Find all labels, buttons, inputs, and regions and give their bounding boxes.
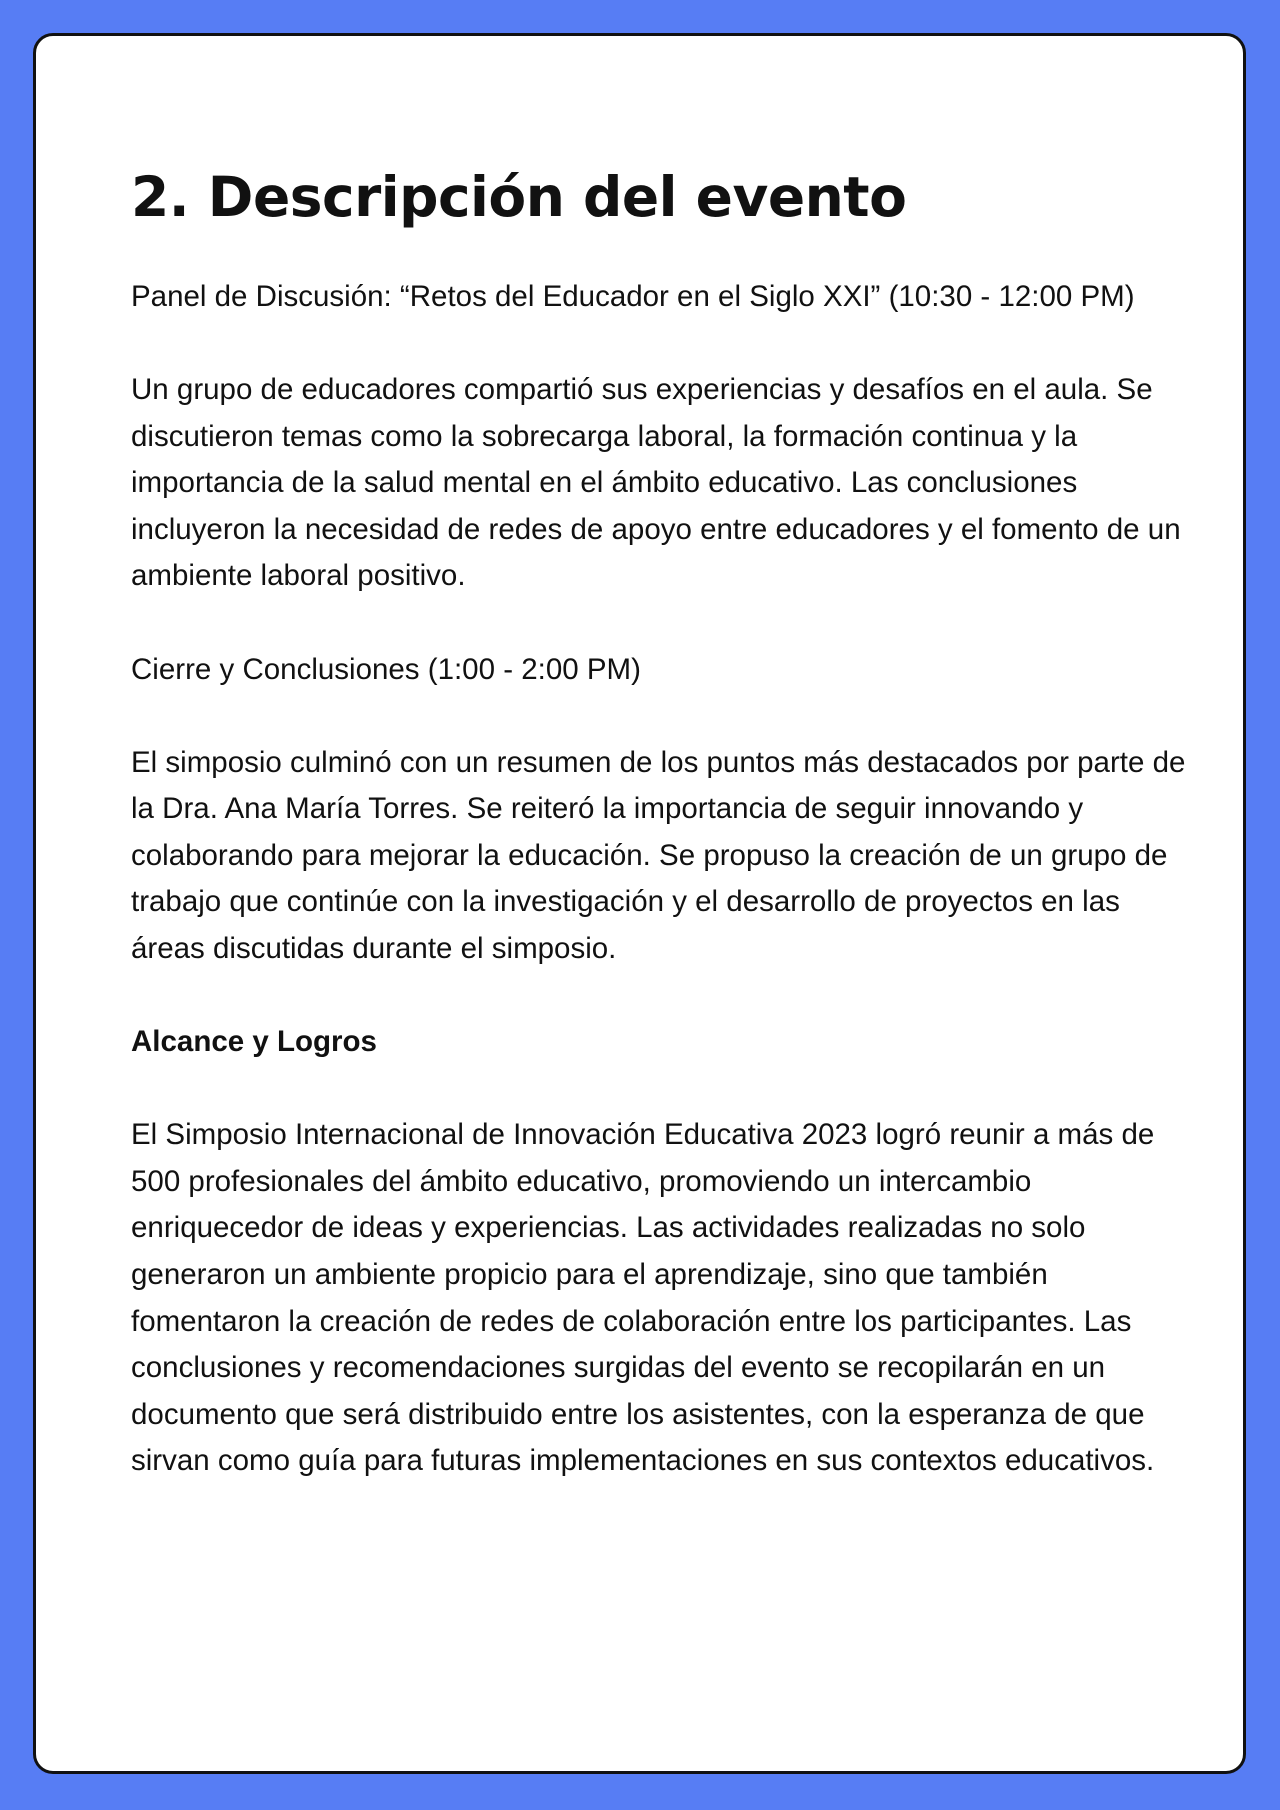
document-title: 2. Descripción del evento (131, 165, 907, 229)
document-card (33, 33, 1246, 1774)
panel-description: Un grupo de educadores compartió sus experiencias y desafíos en el aula. Se discutieron temas como la sobrecarga laboral, la formación continua y la importancia de la salud mental en el ámbito educativo. Las conclusiones incluyeron la necesidad de redes de apoyo entre educadores y el fomento de un ambiente laboral positivo. (131, 373, 1181, 593)
scope-heading: Alcance y Logros (131, 1025, 377, 1059)
scope-description: El Simposio Internacional de Innovación Educativa 2023 logró reunir a más de 500 profesionales del ámbito educativo, promoviendo un intercambio enriquecedor de ideas y experiencias. Las actividades realizadas no solo generaron un ambiente propicio para el aprendizaje, sino que también fomentaron la creación de redes de colaboración entre los participantes. Las conclusiones y recomendaciones surgidas del evento se recopilarán en un documento que será distribuido entre los asistentes, con la esperanza de que sirvan como guía para futuras implementaciones en sus contextos educativos. (131, 1118, 1155, 1478)
document-content (131, 162, 1191, 1531)
closing-description: El simposio culminó con un resumen de los puntos más destacados por parte de la Dra. Ana María Torres. Se reiteró la importancia de seguir innovando y colaborando para mejorar la educación. Se propuso la creación de un grupo de trabajo que continúe con la investigación y el desarrollo de proyectos en las áreas discutidas durante el simposio. (131, 745, 1186, 966)
closing-heading: Cierre y Conclusiones (1:00 - 2:00 PM) (131, 652, 641, 686)
panel-heading: Panel de Discusión: “Retos del Educador en el Siglo XXI” (10:30 - 12:00 PM) (131, 280, 1135, 313)
